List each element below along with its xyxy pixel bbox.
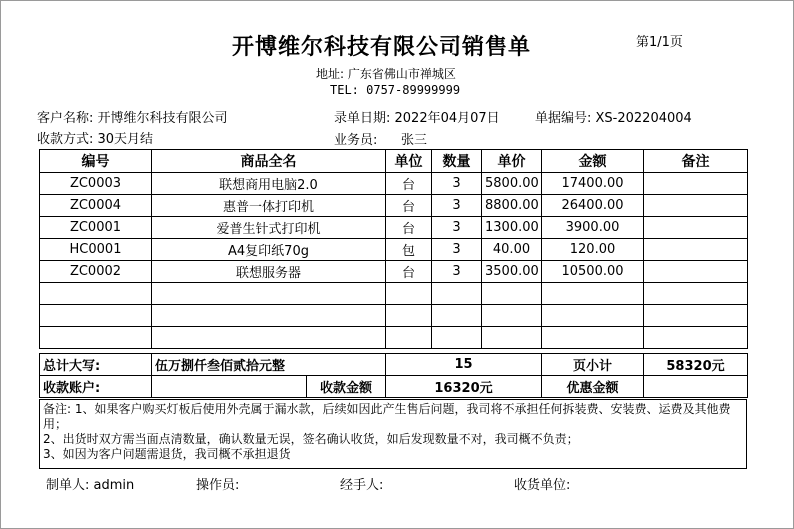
maker-field: 制单人: admin: [46, 478, 135, 493]
salesperson-name: 张三: [401, 133, 428, 148]
cell-amount: 10500.00: [542, 261, 644, 283]
cell-qty: 3: [432, 239, 482, 261]
cell-name: 惠普一体打印机: [152, 195, 386, 217]
empty-row: [40, 305, 748, 327]
col-header-unit: 单位: [386, 150, 432, 173]
remark-line-3: 3、如因为客户问题需退货，我司概不承担退货: [43, 447, 291, 461]
col-header-name: 商品全名: [152, 150, 386, 173]
cell-unit: 台: [386, 261, 432, 283]
cell-name: 联想商用电脑2.0: [152, 173, 386, 195]
cell-price: 8800.00: [482, 195, 542, 217]
totals-row-caps: [40, 354, 748, 376]
table-row: [40, 195, 748, 217]
account-label: 收款账户:: [40, 376, 152, 398]
cell-code: ZC0001: [40, 217, 152, 239]
empty-row: [40, 327, 748, 349]
cell-qty: 3: [432, 217, 482, 239]
discount-amount-label: 优惠金额: [542, 376, 644, 398]
cell-qty: 3: [432, 173, 482, 195]
account-value: [152, 376, 307, 398]
operator-field: 操作员:: [196, 478, 240, 493]
cell-unit: 包: [386, 239, 432, 261]
cell-qty: 3: [432, 261, 482, 283]
company-tel: TEL: 0757-89999999: [330, 83, 461, 97]
cell-note: [644, 173, 748, 195]
cell-qty: 3: [432, 195, 482, 217]
total-caps-value: 伍万捌仟叁佰贰拾元整: [152, 354, 386, 376]
customer-name: 客户名称: 开博维尔科技有限公司: [37, 111, 228, 126]
table-row: [40, 261, 748, 283]
totals-row-payment: [40, 376, 748, 398]
cell-price: 1300.00: [482, 217, 542, 239]
cell-note: [644, 195, 748, 217]
handler-field: 经手人:: [340, 478, 384, 493]
cell-amount: 3900.00: [542, 217, 644, 239]
cell-unit: 台: [386, 217, 432, 239]
cell-price: 3500.00: [482, 261, 542, 283]
cell-code: ZC0002: [40, 261, 152, 283]
cell-note: [644, 217, 748, 239]
table-header-row: [40, 150, 748, 173]
items-table: [39, 149, 748, 349]
received-amount-value: 16320元: [386, 376, 542, 398]
cell-price: 40.00: [482, 239, 542, 261]
cell-name: A4复印纸70g: [152, 239, 386, 261]
cell-amount: 26400.00: [542, 195, 644, 217]
page-subtotal-label: 页小计: [542, 354, 644, 376]
entry-date: 录单日期: 2022年04月07日: [334, 111, 500, 126]
col-header-qty: 数量: [432, 150, 482, 173]
cell-unit: 台: [386, 195, 432, 217]
col-header-amount: 金额: [542, 150, 644, 173]
cell-price: 5800.00: [482, 173, 542, 195]
total-quantity: 15: [386, 354, 542, 376]
col-header-note: 备注: [644, 150, 748, 173]
cell-note: [644, 261, 748, 283]
col-header-code: 编号: [40, 150, 152, 173]
discount-amount-value: [644, 376, 748, 398]
col-header-price: 单价: [482, 150, 542, 173]
payment-method: 收款方式: 30天月结: [37, 132, 154, 147]
remarks-box: [39, 399, 747, 469]
document-title: 开博维尔科技有限公司销售单: [232, 35, 532, 60]
cell-note: [644, 239, 748, 261]
totals-table: [39, 353, 748, 398]
receiver-field: 收货单位:: [514, 478, 571, 493]
total-caps-label: 总计大写:: [40, 354, 152, 376]
page-subtotal-value: 58320元: [644, 354, 748, 376]
remark-line-1: 备注: 1、如果客户购买灯板后使用外壳属于漏水款，后续如因此产生售后问题，我司将不承担任何拆装费、安装费、运费及其他费用；: [43, 402, 731, 431]
document-number: 单据编号: XS-202204004: [535, 111, 692, 126]
received-amount-label: 收款金额: [307, 376, 386, 398]
remark-line-2: 2、出货时双方需当面点清数量，确认数量无误，签名确认收货，如后发现数量不对，我司概不负责；: [43, 432, 579, 446]
cell-code: ZC0004: [40, 195, 152, 217]
cell-code: ZC0003: [40, 173, 152, 195]
company-address: 地址: 广东省佛山市禅城区: [316, 67, 456, 81]
table-row: [40, 173, 748, 195]
cell-amount: 120.00: [542, 239, 644, 261]
cell-name: 爱普生针式打印机: [152, 217, 386, 239]
salesperson-label: 业务员:: [334, 133, 378, 148]
table-row: [40, 239, 748, 261]
table-row: [40, 217, 748, 239]
empty-row: [40, 283, 748, 305]
cell-unit: 台: [386, 173, 432, 195]
page-number: 第1/1页: [636, 35, 683, 50]
cell-name: 联想服务器: [152, 261, 386, 283]
cell-amount: 17400.00: [542, 173, 644, 195]
cell-code: HC0001: [40, 239, 152, 261]
